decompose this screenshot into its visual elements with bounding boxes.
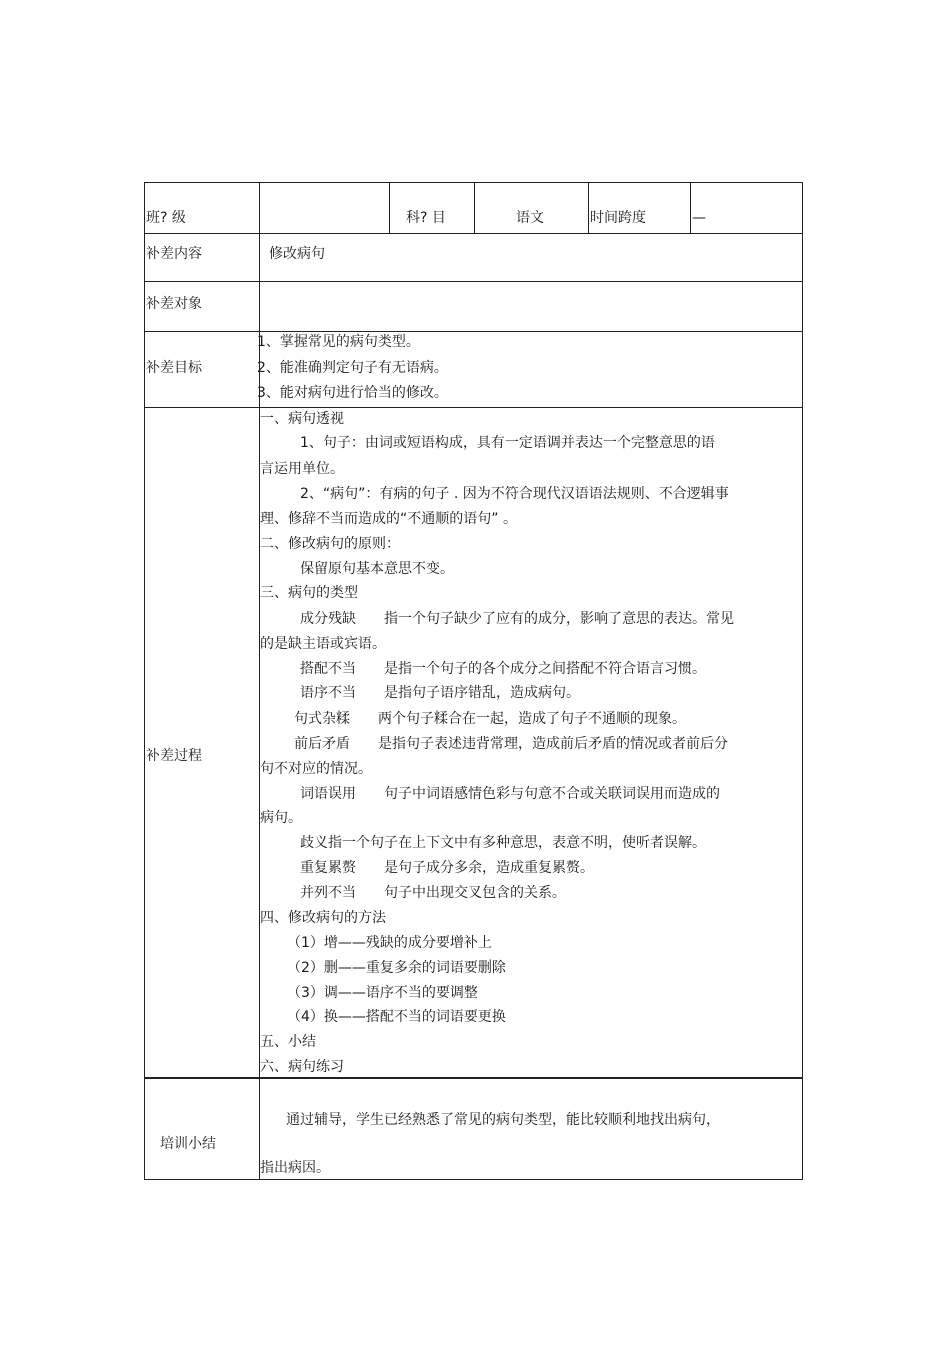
process-line: （2）删——重复多余的词语要删除	[287, 960, 506, 976]
process-line: 搭配不当 是指一个句子的各个成分之间搭配不符合语言习惯。	[300, 661, 706, 677]
process-line: 句不对应的情况。	[260, 761, 372, 777]
summary-line: 通过辅导，学生已经熟悉了常见的病句类型，能比较顺利地找出病句，	[286, 1112, 720, 1128]
row-divider	[144, 407, 803, 408]
process-line: 四、修改病句的方法	[260, 910, 386, 926]
process-line: （3）调——语序不当的要调整	[287, 985, 478, 1001]
process-line: 1、句子：由词或短语构成，具有一定语调并表达一个完整意思的语	[300, 435, 715, 451]
process-label: 补差过程	[146, 748, 202, 764]
process-line: 语序不当 是指句子语序错乱，造成病句。	[300, 685, 580, 701]
summary-label: 培训小结	[160, 1136, 216, 1152]
header-column-divider	[389, 182, 390, 233]
time-span-label: 时间跨度	[590, 210, 646, 226]
process-line: 保留原句基本意思不变。	[300, 561, 454, 577]
goals-label: 补差目标	[146, 360, 202, 376]
header-column-divider	[588, 182, 589, 233]
process-line: 成分残缺 指一个句子缺少了应有的成分，影响了意思的表达。常见	[300, 611, 734, 627]
process-line: （4）换——搭配不当的词语要更换	[287, 1009, 506, 1025]
goal-item: 2、能准确判定句子有无语病。	[257, 360, 448, 376]
form-table	[144, 182, 803, 1180]
process-line: 三、病句的类型	[260, 585, 358, 601]
process-line: 并列不当 句子中出现交叉包含的关系。	[300, 885, 566, 901]
process-line: 的是缺主语或宾语。	[260, 636, 386, 652]
row-divider	[144, 331, 803, 332]
class-label: 班? 级	[146, 210, 186, 226]
subject-label: 科? 目	[406, 210, 446, 226]
label-column-divider	[259, 182, 260, 1078]
process-line: 六、病句练习	[260, 1059, 344, 1075]
goal-item: 3、能对病句进行恰当的修改。	[257, 385, 448, 401]
process-line: （1）增——残缺的成分要增补上	[287, 935, 492, 951]
summary-line: 指出病因。	[260, 1160, 330, 1176]
process-line: 歧义指一个句子在上下文中有多种意思，表意不明，使听者误解。	[300, 835, 706, 851]
row-divider	[144, 281, 803, 282]
subject-value: 语文	[516, 210, 544, 226]
process-line: 前后矛盾 是指句子表述违背常理，造成前后矛盾的情况或者前后分	[294, 736, 728, 752]
content-value: 修改病句	[269, 246, 325, 262]
process-line: 言运用单位。	[260, 461, 344, 477]
table-summary-section	[144, 1078, 803, 1180]
header-column-divider	[474, 182, 475, 233]
content-label: 补差内容	[146, 246, 202, 262]
process-line: 重复累赘 是句子成分多余，造成重复累赘。	[300, 860, 594, 876]
goal-item: 1、掌握常见的病句类型。	[257, 334, 420, 350]
process-line: 一、病句透视	[260, 411, 344, 427]
process-line: 理、修辞不当而造成的“不通顺的语句” 。	[260, 511, 517, 527]
row-divider	[144, 233, 803, 234]
process-line: 五、小结	[260, 1034, 316, 1050]
process-line: 二、修改病句的原则：	[260, 536, 400, 552]
process-line: 词语误用 句子中词语感情色彩与句意不合或关联词误用而造成的	[300, 786, 720, 802]
process-line: 2、“病句”：有病的句子 . 因为不符合现代汉语语法规则、不合逻辑事	[300, 486, 729, 502]
target-label: 补差对象	[146, 296, 202, 312]
process-line: 句式杂糅 两个句子糅合在一起，造成了句子不通顺的现象。	[294, 711, 686, 727]
header-column-divider	[690, 182, 691, 233]
process-line: 病句。	[260, 810, 302, 826]
time-span-value: —	[692, 210, 706, 226]
